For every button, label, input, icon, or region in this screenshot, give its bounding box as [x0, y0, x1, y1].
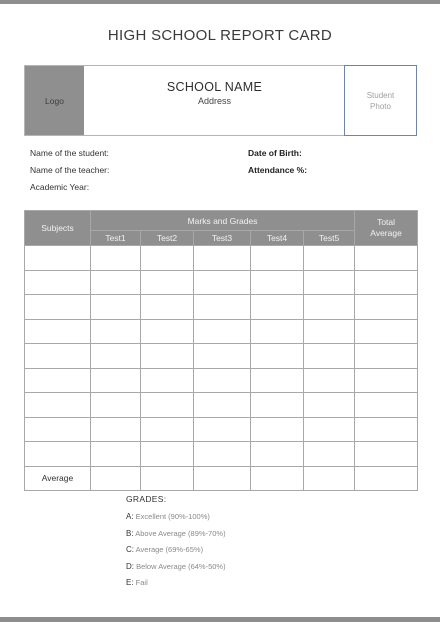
- table-row: [25, 270, 418, 295]
- grade-item: [126, 512, 226, 529]
- grade-item: [126, 562, 226, 579]
- marks-grades-header: Marks and Grades: [91, 211, 355, 231]
- table-row: [25, 393, 418, 418]
- student-photo-placeholder: [344, 65, 417, 136]
- test4-header: Test4: [251, 231, 304, 246]
- grade-item: [126, 545, 226, 562]
- grade-item: [126, 578, 226, 595]
- student-photo-label: Student Photo: [366, 90, 395, 111]
- table-row: [25, 417, 418, 442]
- grade-letter: C:: [126, 545, 134, 554]
- school-address: Address: [197, 96, 232, 106]
- grade-description: Fail: [135, 578, 148, 587]
- grade-letter: D:: [126, 561, 134, 571]
- grade-description: Excellent (90%-100%): [135, 512, 210, 521]
- student-name-label: Name of the student:: [30, 148, 109, 158]
- bottom-border-bar: [0, 617, 440, 622]
- grade-description: Above Average (89%-70%): [135, 528, 226, 538]
- grade-letter: B:: [126, 528, 134, 538]
- school-header: [24, 65, 417, 136]
- test5-header: Test5: [304, 231, 355, 246]
- logo-label: Logo: [45, 95, 64, 106]
- report-card-title: HIGH SCHOOL REPORT CARD: [107, 27, 333, 44]
- table-row: [25, 368, 418, 393]
- grade-description: Below Average (64%-50%): [136, 561, 226, 571]
- average-label: Average: [25, 466, 91, 491]
- marks-table: [24, 210, 418, 491]
- grade-item: [126, 529, 226, 546]
- academic-year-label: Academic Year:: [30, 182, 90, 192]
- attendance-label: Attendance %:: [248, 165, 308, 175]
- teacher-name-label: Name of the teacher:: [30, 165, 110, 175]
- date-of-birth-label: Date of Birth:: [248, 148, 302, 158]
- grades-title: GRADES:: [126, 494, 167, 504]
- table-row: [25, 344, 418, 369]
- table-row: [25, 295, 418, 320]
- test2-header: Test2: [141, 231, 194, 246]
- grade-letter: A:: [126, 512, 134, 521]
- test1-header: Test1: [91, 231, 141, 246]
- table-row: [25, 246, 418, 271]
- grade-letter: E:: [126, 578, 134, 587]
- logo-placeholder: [25, 66, 84, 135]
- test3-header: Test3: [194, 231, 251, 246]
- table-row: [25, 319, 418, 344]
- total-average-header: Total Average: [355, 211, 418, 246]
- average-row: [25, 466, 418, 491]
- school-name: SCHOOL NAME: [166, 80, 263, 94]
- top-border-bar: [0, 0, 440, 4]
- table-row: [25, 442, 418, 467]
- grades-legend: [126, 494, 226, 595]
- subjects-header: Subjects: [25, 211, 91, 246]
- grade-description: Average (69%-65%): [135, 545, 204, 554]
